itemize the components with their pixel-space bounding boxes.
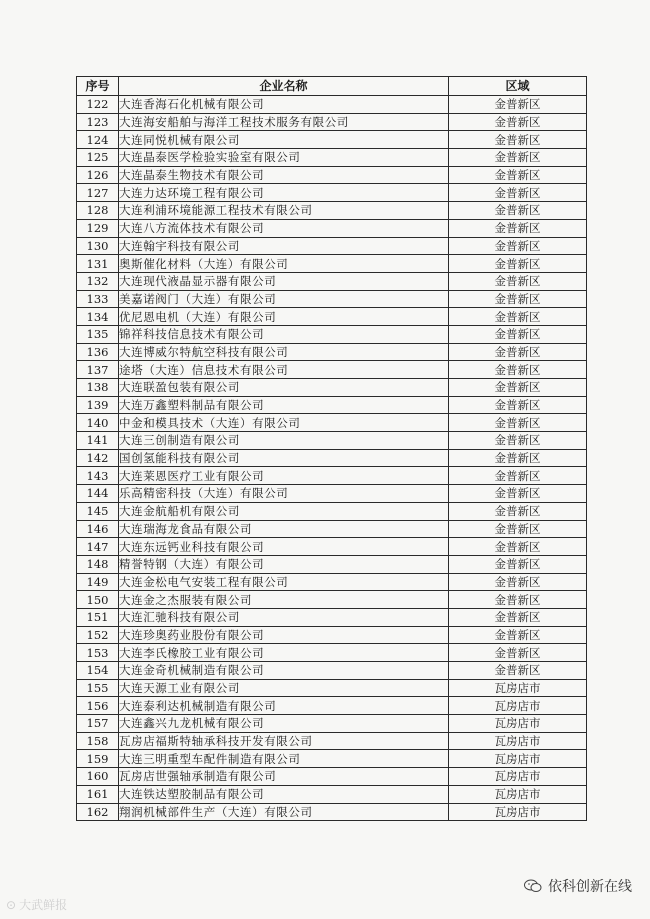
row-index: 123 [77, 113, 119, 131]
row-region: 金普新区 [449, 644, 587, 662]
table-row [77, 325, 587, 343]
table-row [77, 113, 587, 131]
table-row [77, 272, 587, 290]
row-index: 142 [77, 449, 119, 467]
row-index: 147 [77, 538, 119, 556]
table-row [77, 343, 587, 361]
row-company-name: 大连瑞海龙食品有限公司 [119, 520, 449, 538]
table-row [77, 237, 587, 255]
table-row [77, 308, 587, 326]
row-region: 金普新区 [449, 485, 587, 503]
row-region: 金普新区 [449, 662, 587, 680]
row-region: 金普新区 [449, 449, 587, 467]
table-row [77, 644, 587, 662]
table-row [77, 662, 587, 680]
table-row [77, 502, 587, 520]
row-index: 144 [77, 485, 119, 503]
row-region: 金普新区 [449, 396, 587, 414]
table-header-row [77, 77, 587, 96]
row-index: 154 [77, 662, 119, 680]
table-row [77, 485, 587, 503]
row-company-name: 大连金奇机械制造有限公司 [119, 662, 449, 680]
enterprise-table [76, 76, 587, 821]
row-company-name: 翔润机械部件生产（大连）有限公司 [119, 803, 449, 821]
row-company-name: 大连海安船舶与海洋工程技术服务有限公司 [119, 113, 449, 131]
row-region: 金普新区 [449, 414, 587, 432]
table-body [77, 96, 587, 821]
row-index: 159 [77, 750, 119, 768]
row-index: 126 [77, 166, 119, 184]
table-row [77, 379, 587, 397]
table-row [77, 432, 587, 450]
row-region: 金普新区 [449, 202, 587, 220]
row-region: 瓦房店市 [449, 697, 587, 715]
row-index: 153 [77, 644, 119, 662]
row-index: 131 [77, 255, 119, 273]
table-row [77, 166, 587, 184]
row-index: 135 [77, 325, 119, 343]
row-region: 金普新区 [449, 467, 587, 485]
row-index: 152 [77, 626, 119, 644]
row-company-name: 锦祥科技信息技术有限公司 [119, 325, 449, 343]
table-row [77, 538, 587, 556]
row-region: 瓦房店市 [449, 732, 587, 750]
weibo-icon: ⊙ [6, 897, 17, 912]
row-index: 129 [77, 219, 119, 237]
row-region: 瓦房店市 [449, 750, 587, 768]
table-row [77, 785, 587, 803]
row-company-name: 大连泰利达机械制造有限公司 [119, 697, 449, 715]
row-index: 155 [77, 679, 119, 697]
row-region: 金普新区 [449, 166, 587, 184]
table-row [77, 732, 587, 750]
table-row [77, 750, 587, 768]
row-company-name: 乐高精密科技（大连）有限公司 [119, 485, 449, 503]
row-index: 139 [77, 396, 119, 414]
table-row [77, 555, 587, 573]
row-region: 金普新区 [449, 308, 587, 326]
row-index: 124 [77, 131, 119, 149]
table-row [77, 449, 587, 467]
row-company-name: 大连天源工业有限公司 [119, 679, 449, 697]
row-region: 金普新区 [449, 538, 587, 556]
row-region: 瓦房店市 [449, 803, 587, 821]
table-row [77, 184, 587, 202]
row-region: 金普新区 [449, 237, 587, 255]
row-index: 137 [77, 361, 119, 379]
row-index: 134 [77, 308, 119, 326]
row-company-name: 大连汇驰科技有限公司 [119, 608, 449, 626]
row-region: 瓦房店市 [449, 785, 587, 803]
row-region: 金普新区 [449, 96, 587, 114]
row-index: 148 [77, 555, 119, 573]
table-row [77, 626, 587, 644]
row-index: 125 [77, 149, 119, 167]
header-company-name: 企业名称 [119, 77, 449, 96]
row-region: 金普新区 [449, 343, 587, 361]
row-index: 145 [77, 502, 119, 520]
table-row [77, 396, 587, 414]
row-index: 160 [77, 768, 119, 786]
row-company-name: 大连珍奥药业股份有限公司 [119, 626, 449, 644]
row-company-name: 国创氢能科技有限公司 [119, 449, 449, 467]
row-region: 瓦房店市 [449, 679, 587, 697]
row-region: 金普新区 [449, 219, 587, 237]
row-region: 金普新区 [449, 255, 587, 273]
table-row [77, 467, 587, 485]
row-company-name: 大连利浦环境能源工程技术有限公司 [119, 202, 449, 220]
row-region: 瓦房店市 [449, 715, 587, 733]
wechat-icon [524, 879, 542, 893]
row-company-name: 大连翰宇科技有限公司 [119, 237, 449, 255]
header-region: 区域 [449, 77, 587, 96]
header-index: 序号 [77, 77, 119, 96]
table-row [77, 591, 587, 609]
row-index: 133 [77, 290, 119, 308]
row-region: 金普新区 [449, 520, 587, 538]
row-index: 141 [77, 432, 119, 450]
row-company-name: 奥斯催化材料（大连）有限公司 [119, 255, 449, 273]
row-company-name: 大连铁达塑胶制品有限公司 [119, 785, 449, 803]
row-region: 金普新区 [449, 502, 587, 520]
table-row [77, 803, 587, 821]
row-index: 162 [77, 803, 119, 821]
row-company-name: 大连鑫兴九龙机械有限公司 [119, 715, 449, 733]
row-region: 金普新区 [449, 184, 587, 202]
row-company-name: 大连三创制造有限公司 [119, 432, 449, 450]
watermark-right-text: 依科创新在线 [548, 879, 632, 895]
row-region: 金普新区 [449, 149, 587, 167]
row-company-name: 大连金之杰服装有限公司 [119, 591, 449, 609]
row-company-name: 大连莱恩医疗工业有限公司 [119, 467, 449, 485]
row-region: 金普新区 [449, 573, 587, 591]
table-row [77, 768, 587, 786]
row-index: 138 [77, 379, 119, 397]
table-row [77, 149, 587, 167]
row-index: 150 [77, 591, 119, 609]
table-row [77, 414, 587, 432]
row-company-name: 大连联盈包装有限公司 [119, 379, 449, 397]
row-index: 157 [77, 715, 119, 733]
table-row [77, 290, 587, 308]
row-index: 151 [77, 608, 119, 626]
row-index: 161 [77, 785, 119, 803]
row-company-name: 大连力达环境工程有限公司 [119, 184, 449, 202]
table-row [77, 573, 587, 591]
row-region: 金普新区 [449, 113, 587, 131]
table-row [77, 679, 587, 697]
row-company-name: 优尼恩电机（大连）有限公司 [119, 308, 449, 326]
row-index: 136 [77, 343, 119, 361]
table-row [77, 715, 587, 733]
table-row [77, 361, 587, 379]
row-company-name: 途塔（大连）信息技术有限公司 [119, 361, 449, 379]
table-row [77, 131, 587, 149]
row-company-name: 大连博威尔特航空科技有限公司 [119, 343, 449, 361]
watermark-left [6, 896, 67, 913]
row-index: 128 [77, 202, 119, 220]
watermark-left-text: 大武鲜报 [19, 898, 68, 912]
row-region: 金普新区 [449, 626, 587, 644]
row-company-name: 瓦房店福斯特轴承科技开发有限公司 [119, 732, 449, 750]
row-index: 127 [77, 184, 119, 202]
row-index: 158 [77, 732, 119, 750]
row-company-name: 大连李氏橡胶工业有限公司 [119, 644, 449, 662]
row-company-name: 大连晶泰生物技术有限公司 [119, 166, 449, 184]
row-index: 122 [77, 96, 119, 114]
row-company-name: 大连晶泰医学检验实验室有限公司 [119, 149, 449, 167]
row-region: 瓦房店市 [449, 768, 587, 786]
row-company-name: 精誉特钢（大连）有限公司 [119, 555, 449, 573]
row-company-name: 美嘉诺阀门（大连）有限公司 [119, 290, 449, 308]
row-company-name: 大连八方流体技术有限公司 [119, 219, 449, 237]
row-company-name: 大连万鑫塑料制品有限公司 [119, 396, 449, 414]
row-region: 金普新区 [449, 555, 587, 573]
row-company-name: 瓦房店世强轴承制造有限公司 [119, 768, 449, 786]
table-row [77, 96, 587, 114]
row-index: 156 [77, 697, 119, 715]
watermark-right [524, 876, 632, 896]
row-index: 149 [77, 573, 119, 591]
table-row [77, 520, 587, 538]
row-region: 金普新区 [449, 325, 587, 343]
row-index: 132 [77, 272, 119, 290]
row-company-name: 大连东远钙业科技有限公司 [119, 538, 449, 556]
row-company-name: 大连金松电气安装工程有限公司 [119, 573, 449, 591]
row-index: 140 [77, 414, 119, 432]
row-region: 金普新区 [449, 379, 587, 397]
table-row [77, 202, 587, 220]
row-region: 金普新区 [449, 290, 587, 308]
row-index: 130 [77, 237, 119, 255]
row-region: 金普新区 [449, 361, 587, 379]
table-row [77, 608, 587, 626]
table-row [77, 697, 587, 715]
row-company-name: 中金和模具技术（大连）有限公司 [119, 414, 449, 432]
row-index: 143 [77, 467, 119, 485]
row-company-name: 大连同悦机械有限公司 [119, 131, 449, 149]
table-row [77, 255, 587, 273]
row-region: 金普新区 [449, 591, 587, 609]
row-region: 金普新区 [449, 131, 587, 149]
row-index: 146 [77, 520, 119, 538]
row-company-name: 大连香海石化机械有限公司 [119, 96, 449, 114]
row-region: 金普新区 [449, 608, 587, 626]
row-region: 金普新区 [449, 432, 587, 450]
row-company-name: 大连金航船机有限公司 [119, 502, 449, 520]
row-company-name: 大连现代液晶显示器有限公司 [119, 272, 449, 290]
row-region: 金普新区 [449, 272, 587, 290]
table-row [77, 219, 587, 237]
row-company-name: 大连三明重型车配件制造有限公司 [119, 750, 449, 768]
